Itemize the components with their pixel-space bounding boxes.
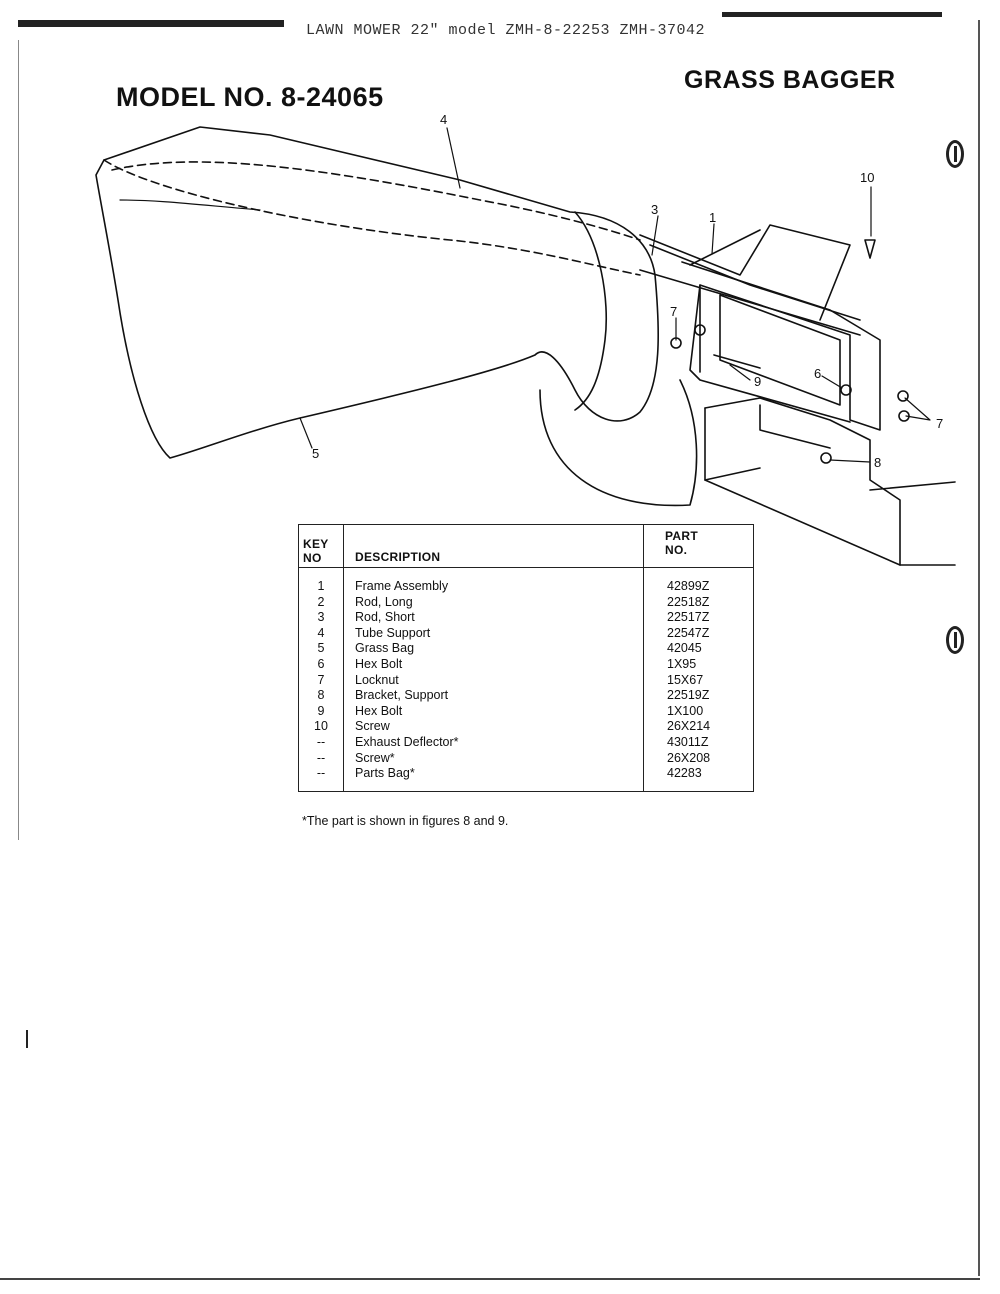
part-description: Parts Bag* (355, 766, 415, 781)
table-row (299, 766, 753, 782)
section-title: GRASS BAGGER (684, 66, 896, 94)
callout-1: 1 (709, 210, 717, 225)
part-number: 22517Z (667, 610, 710, 625)
table-row (299, 595, 753, 611)
part-description: Frame Assembly (355, 579, 449, 593)
part-description: Locknut (355, 672, 399, 687)
key-no: -- (316, 766, 326, 781)
table-row (299, 626, 753, 642)
part-number: 42283 (667, 766, 702, 781)
key-no: -- (316, 734, 326, 749)
key-no: 8 (317, 688, 325, 703)
parts-list-table (298, 524, 754, 792)
callout-9: 9 (754, 374, 762, 389)
callout-8: 8 (874, 455, 882, 470)
key-no: 4 (317, 625, 325, 640)
table-row (299, 579, 753, 595)
part-description: Rod, Long (355, 594, 413, 609)
key-no: 6 (317, 656, 325, 671)
callout-10: 10 (860, 170, 875, 185)
table-row (299, 704, 753, 720)
header-part-no: PART NO. (665, 529, 698, 557)
part-description: Screw* (355, 750, 395, 765)
part-number: 26X208 (667, 750, 711, 765)
key-no: 9 (317, 703, 325, 718)
part-number: 42045 (667, 641, 702, 656)
key-no: 1 (317, 579, 325, 593)
grass-bag-outline (96, 127, 658, 458)
part-number: 43011Z (667, 734, 709, 749)
part-description: Rod, Short (355, 610, 415, 625)
part-description: Hex Bolt (355, 703, 403, 718)
key-no: 10 (314, 719, 328, 734)
table-row (299, 688, 753, 704)
table-row (299, 610, 753, 626)
table-row (299, 641, 753, 657)
part-number: 1X100 (667, 703, 704, 718)
table-footnote: *The part is shown in figures 8 and 9. (302, 814, 509, 828)
table-body (299, 579, 753, 782)
callout-4: 4 (440, 112, 448, 127)
header-description: DESCRIPTION (355, 550, 441, 564)
part-description: Tube Support (355, 625, 431, 640)
table-row (299, 735, 753, 751)
key-no: 2 (317, 594, 325, 609)
key-no: -- (316, 750, 326, 765)
key-no: 7 (317, 672, 325, 687)
part-number: 22519Z (667, 688, 710, 703)
part-description: Hex Bolt (355, 656, 403, 671)
header-key-no: KEY NO (303, 537, 329, 565)
table-row (299, 657, 753, 673)
part-number: 1X95 (667, 656, 697, 671)
part-description: Screw (355, 719, 390, 734)
part-number: 26X214 (667, 719, 711, 734)
callout-7-right: 7 (936, 416, 944, 431)
table-row (299, 751, 753, 767)
callout-6: 6 (814, 366, 822, 381)
part-description: Bracket, Support (355, 688, 449, 703)
key-no: 5 (317, 641, 325, 656)
callout-7-left: 7 (670, 304, 678, 319)
key-no: 3 (317, 610, 325, 625)
part-number: 22547Z (667, 625, 710, 640)
model-number-title: MODEL NO. 8-24065 (116, 82, 384, 112)
part-number: 42899Z (667, 579, 710, 593)
table-row (299, 673, 753, 689)
part-number: 15X67 (667, 672, 704, 687)
table-row (299, 719, 753, 735)
table-header-rule (299, 567, 753, 568)
part-description: Grass Bag (355, 641, 415, 656)
callout-5: 5 (312, 446, 320, 461)
callout-3: 3 (651, 202, 659, 217)
part-number: 22518Z (667, 594, 710, 609)
mower-deck-outline (540, 380, 697, 505)
typed-model-note: LAWN MOWER 22" model ZMH-8-22253 ZMH-37042 (306, 22, 706, 39)
part-description: Exhaust Deflector* (355, 734, 459, 749)
